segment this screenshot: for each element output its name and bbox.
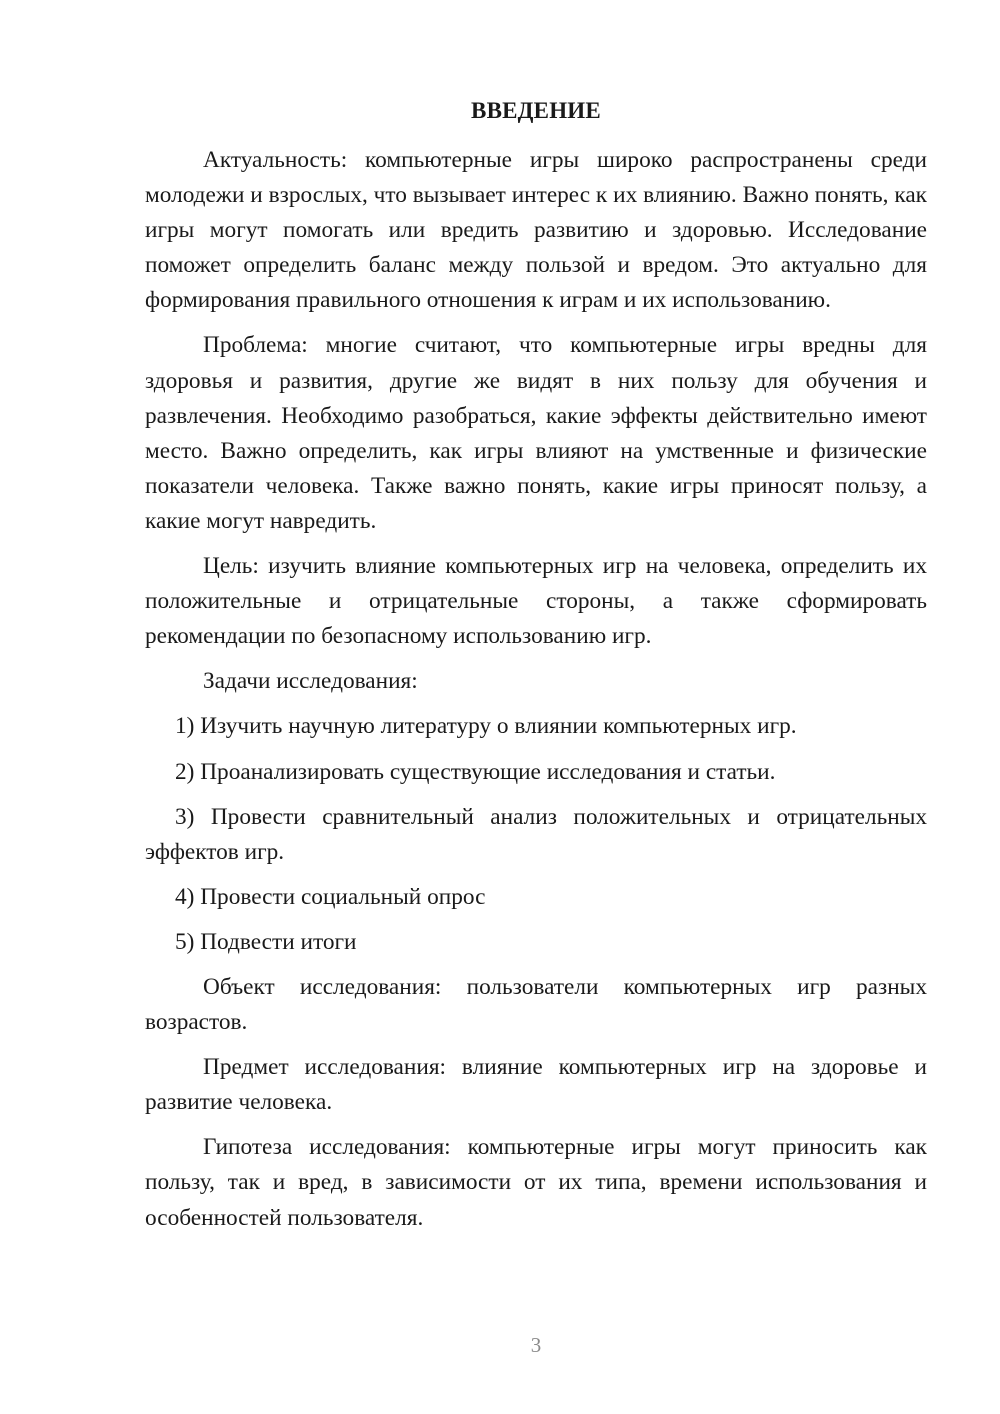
section-title: ВВЕДЕНИЕ: [471, 98, 601, 123]
paragraph-problem: Проблема: многие считают, что компьютерные игры вредны для здоровья и развития, другие же видят в них пользу для обучения и развлечения. Необходимо разобраться, какие эффекты действительно имеют место. Важно определить, как игры влияют на умственные и физические показатели человека. Также важно понять, какие игры приносят пользу, а какие могут навредить.: [145, 332, 927, 534]
paragraph-goal: Цель: изучить влияние компьютерных игр на человека, определить их положительные и отрицательные стороны, а также сформировать рекомендации по безопасному использованию игр.: [145, 553, 927, 650]
document-body: [145, 143, 927, 1246]
paragraph-hypothesis: Гипотеза исследования: компьютерные игры могут приносить как пользу, так и вред, в зависимости от их типа, времени использования и особенностей пользователя.: [145, 1134, 927, 1231]
task-item: 4) Провести социальный опрос: [175, 883, 486, 910]
task-item: 2) Проанализировать существующие исследования и статьи.: [175, 758, 776, 785]
task-item: 3) Провести сравнительный анализ положительных и отрицательных эффектов игр.: [145, 803, 927, 865]
task-item: 1) Изучить научную литературу о влиянии компьютерных игр.: [175, 713, 797, 740]
task-item: 5) Подвести итоги: [175, 928, 357, 955]
paragraph-relevance: Актуальность: компьютерные игры широко распространены среди молодежи и взрослых, что вызывает интерес к их влиянию. Важно понять, как игры могут помогать или вредить развитию и здоровью. Исследование поможет определить баланс между пользой и вредом. Это актуально для формирования правильного отношения к играм и их использованию.: [145, 147, 927, 314]
tasks-heading: Задачи исследования:: [203, 668, 418, 695]
paragraph-subject: Предмет исследования: влияние компьютерных игр на здоровье и развитие человека.: [145, 1054, 927, 1116]
page-number: 3: [530, 1333, 542, 1357]
paragraph-object: Объект исследования: пользователи компьютерных игр разных возрастов.: [145, 973, 927, 1036]
